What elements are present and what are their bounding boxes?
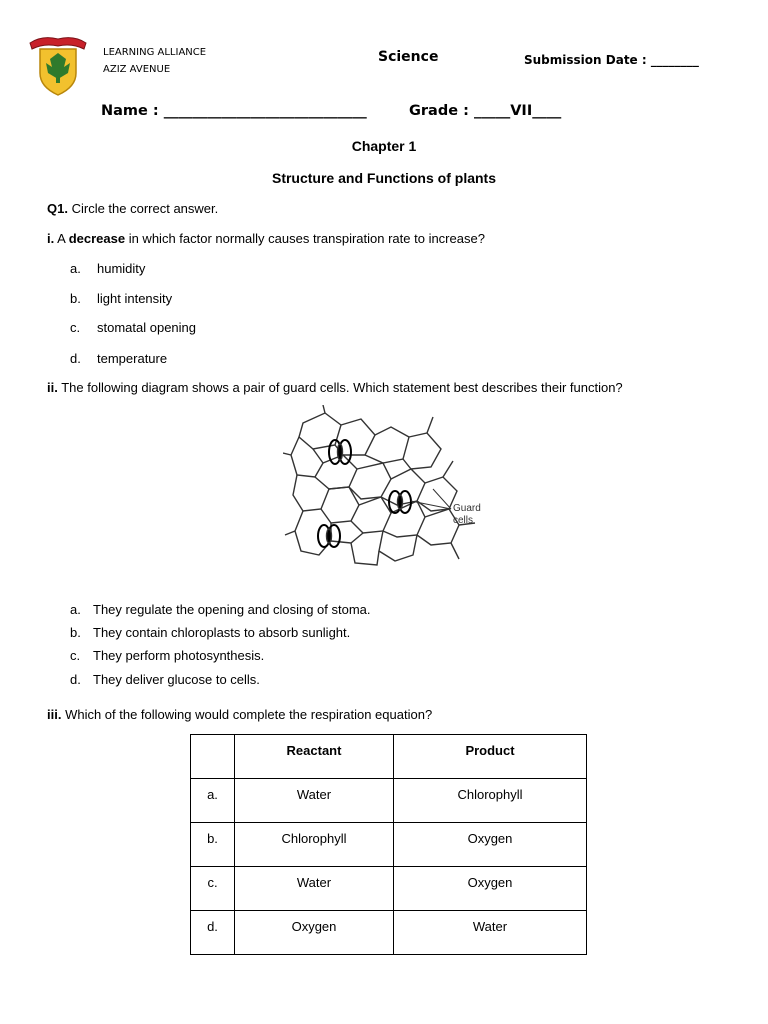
guard-cells-label [453, 503, 481, 527]
table-header-product: Product [394, 735, 587, 779]
table-row [191, 911, 587, 955]
question-i-text-pre: A [54, 231, 69, 246]
question-ii-number: ii. [47, 380, 58, 395]
table-header-row [191, 735, 587, 779]
submission-date: Submission Date : ________ [524, 53, 699, 67]
table-header-reactant: Reactant [235, 735, 394, 779]
q1-label: Q1. [47, 201, 68, 216]
guard-cells-label-line2: cells [453, 515, 474, 526]
option-text: stomatal opening [97, 320, 197, 335]
table-cell-reactant: Water [235, 779, 394, 823]
option-letter: d. [70, 351, 81, 366]
guard-cells-diagram [283, 405, 493, 575]
table-cell-option: d. [191, 911, 235, 955]
option-text: temperature [97, 351, 168, 366]
option-letter: a. [70, 602, 81, 617]
option-text: They regulate the opening and closing of stoma. [93, 602, 371, 617]
q1-text: Circle the correct answer. [71, 201, 219, 216]
school-name-line2: AZIZ AVENUE [103, 64, 171, 75]
table-cell-product: Chlorophyll [394, 779, 587, 823]
table-cell-option: a. [191, 779, 235, 823]
table-cell-product: Oxygen [394, 867, 587, 911]
option-letter: b. [70, 625, 81, 640]
option-letter: b. [70, 291, 81, 306]
question-ii-text: The following diagram shows a pair of guard cells. Which statement best describes their function? [57, 380, 623, 395]
option-letter: a. [70, 261, 81, 276]
option-letter: d. [70, 672, 81, 687]
table-row [191, 779, 587, 823]
question-ii [47, 380, 623, 395]
table-row [191, 823, 587, 867]
subject-title: Science [378, 49, 439, 65]
table-cell-product: Water [394, 911, 587, 955]
option-text: light intensity [97, 291, 173, 306]
table-cell-reactant: Oxygen [235, 911, 394, 955]
table-cell-option: c. [191, 867, 235, 911]
table-cell-reactant: Water [235, 867, 394, 911]
table-row [191, 867, 587, 911]
chapter-heading: Chapter 1 [351, 138, 417, 154]
grade-field: Grade : _____VII____ [409, 103, 562, 119]
question-iii-text: Which of the following would complete the respiration equation? [61, 707, 433, 722]
school-name [103, 44, 206, 78]
option-text: humidity [97, 261, 146, 276]
school-crest-logo [26, 33, 90, 97]
question-iii-number: iii. [47, 707, 62, 722]
option-letter: c. [70, 648, 81, 663]
topic-heading: Structure and Functions of plants [271, 170, 496, 186]
table-cell-product: Oxygen [394, 823, 587, 867]
question-i-text-post: in which factor normally causes transpiration rate to increase? [125, 231, 485, 246]
table-cell-option: b. [191, 823, 235, 867]
option-letter: c. [70, 320, 81, 335]
question-i-bold: decrease [68, 231, 126, 246]
option-text: They perform photosynthesis. [93, 648, 265, 663]
question-i-number: i. [47, 231, 55, 246]
respiration-table [190, 734, 587, 955]
option-text: They deliver glucose to cells. [93, 672, 260, 687]
school-name-line1: LEARNING ALLIANCE [103, 47, 207, 58]
table-cell-reactant: Chlorophyll [235, 823, 394, 867]
q1-instruction [47, 201, 218, 216]
option-text: They contain chloroplasts to absorb sunlight. [93, 625, 351, 640]
question-i [47, 231, 485, 246]
table-header-cell [191, 735, 235, 779]
guard-cells-label-line1: Guard [453, 503, 481, 514]
name-field: Name : ____________________________ [101, 103, 367, 119]
question-iii [47, 707, 432, 722]
